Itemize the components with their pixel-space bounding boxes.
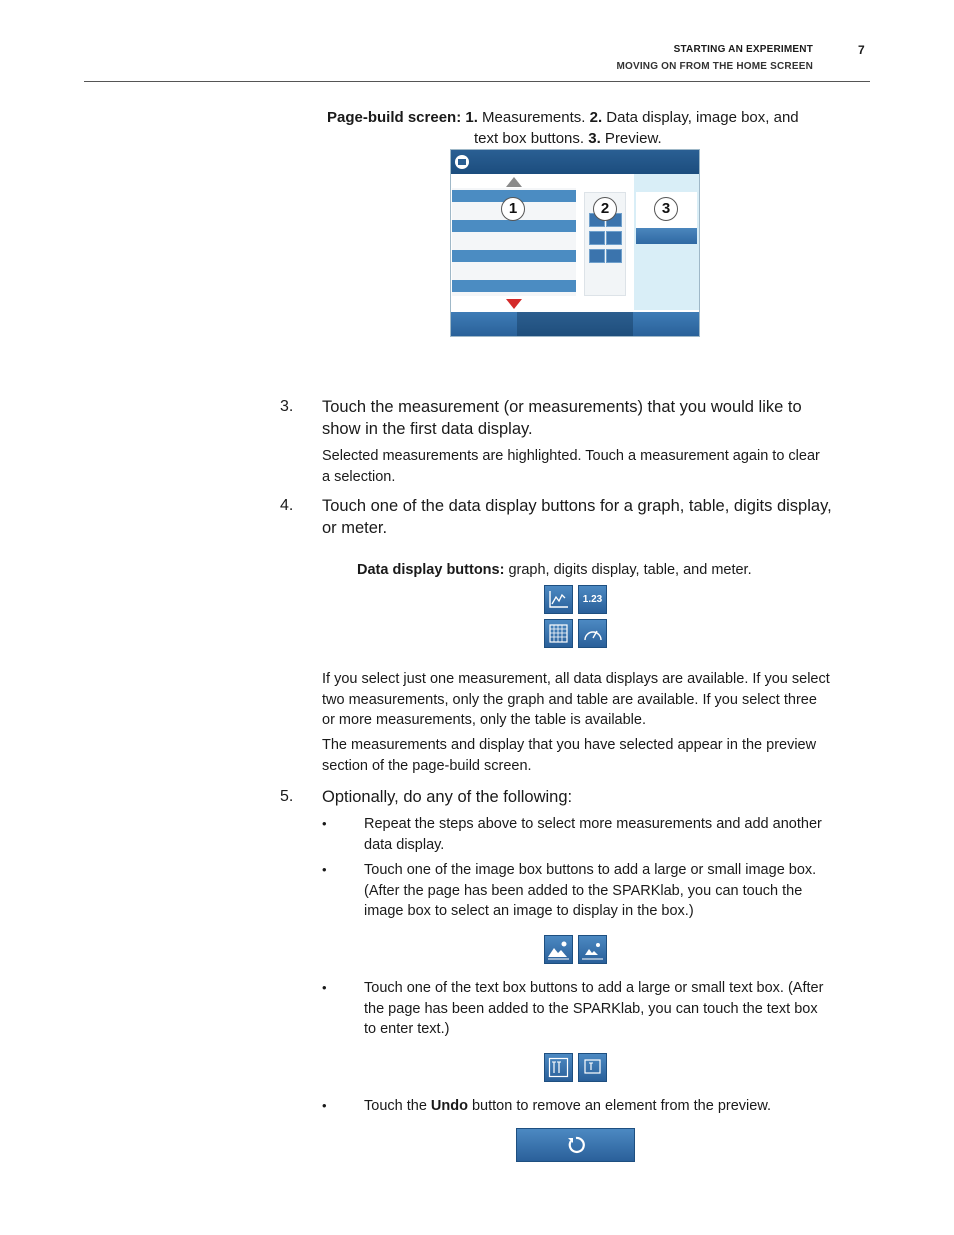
preview-bar [636,228,697,244]
scroll-down-icon [506,299,522,309]
page-build-screen-illustration [450,149,700,337]
step-line: show in the first data display. [322,420,533,438]
caption-text: graph, digits display, table, and meter. [504,562,752,578]
mini-image-icon [589,231,605,245]
preview-pane [634,174,699,310]
caption-text: text box buttons. [474,130,589,147]
caption-text: Data display, image box, and [602,109,799,126]
home-icon [455,155,469,169]
figure-caption-data-display [357,560,752,581]
bullet-symbol: • [322,980,327,995]
bullet-symbol: • [322,862,327,877]
bullet-text-part: button to remove an element from the preview. [467,1098,772,1114]
graph-icon [544,585,573,614]
step-line: Touch the measurement (or measurements) that you would like to [322,398,802,416]
step-text [322,396,802,440]
step-line: Touch one of the data display buttons for a graph, table, digits display, [322,497,832,515]
undo-icon [565,1134,587,1156]
figure-caption-page-build [327,107,799,128]
step-line: or meter. [322,519,388,537]
callout-2: 2 [593,197,617,221]
running-header-section: STARTING AN EXPERIMENT [673,44,813,55]
paragraph-line: If you select just one measurement, all data displays are available. If you select [322,671,830,687]
paragraph-line: or more measurements, only the table is available. [322,712,646,728]
callout-1: 1 [501,197,525,221]
undo-label: Undo [430,1098,468,1114]
step-note [322,446,820,487]
screen-title-bar [451,150,699,174]
bullet-symbol: • [322,1098,327,1113]
screen-bottom-bar-center [517,312,633,336]
measurement-row [452,220,576,232]
bullet-line: Touch one of the image box buttons to add a large or small image box. [364,862,817,878]
large-image-box-icon [544,935,573,964]
measurement-row [452,250,576,262]
measurement-row [452,280,576,292]
step-text: Optionally, do any of the following: [322,788,573,806]
callout-3: 3 [654,197,678,221]
step-number: 5. [280,788,294,805]
note-line: Selected measurements are highlighted. Touch a measurement again to clear [322,448,820,464]
table-icon [544,619,573,648]
bullet-line: Touch one of the text box buttons to add a large or small text box. (After [364,980,824,996]
mini-image-icon [606,231,622,245]
running-header-subsection: MOVING ON FROM THE HOME SCREEN [616,61,813,72]
paragraph-line: two measurements, only the graph and table are available. If you select three [322,691,817,708]
bullet-line: (After the page has been added to the SPARKlab, you can touch the [364,882,803,899]
bullet-line: to enter text.) [364,1021,450,1037]
paragraph-availability [322,669,830,731]
paragraph-line: The measurements and display that you have selected appear in the preview [322,737,817,753]
bullet-text-undo [364,1096,771,1117]
bullet-symbol: • [322,816,327,831]
bullet-line: image box to select an image to display in the box.) [364,903,694,919]
note-line: a selection. [322,468,396,485]
bullet-line: the page has been added to the SPARKlab, you can touch the text box [364,1000,818,1017]
mini-text-icon [589,249,605,263]
step-number: 4. [280,497,294,514]
caption-bold: Data display buttons: [357,562,505,578]
header-rule [84,81,870,82]
small-text-box-icon [578,1053,607,1082]
large-text-box-icon [544,1053,573,1082]
bullet-line: data display. [364,836,445,853]
page-number: 7 [858,43,865,57]
paragraph-line: section of the page-build screen. [322,757,532,774]
caption-text: Measurements. [477,109,590,126]
caption-text: Preview. [600,130,662,147]
caption-bold: 3. [588,130,601,147]
mini-text-icon [606,249,622,263]
meter-icon [578,619,607,648]
scroll-up-icon [506,177,522,187]
digits-icon: 1.23 [578,585,607,614]
paragraph-preview [322,735,816,776]
step-number: 3. [280,398,294,415]
caption-bold: Page-build screen: 1. [327,109,478,126]
bullet-line: Repeat the steps above to select more measurements and add another [364,816,822,832]
bullet-text-part: Touch the [364,1098,431,1114]
bullet-text [364,978,823,1040]
small-image-box-icon [578,935,607,964]
undo-button [516,1128,635,1162]
bullet-text [364,814,822,855]
caption-bold: 2. [589,109,603,126]
step-text [322,495,832,539]
bullet-text [364,860,816,922]
figure-caption-page-build-line2 [474,128,662,149]
